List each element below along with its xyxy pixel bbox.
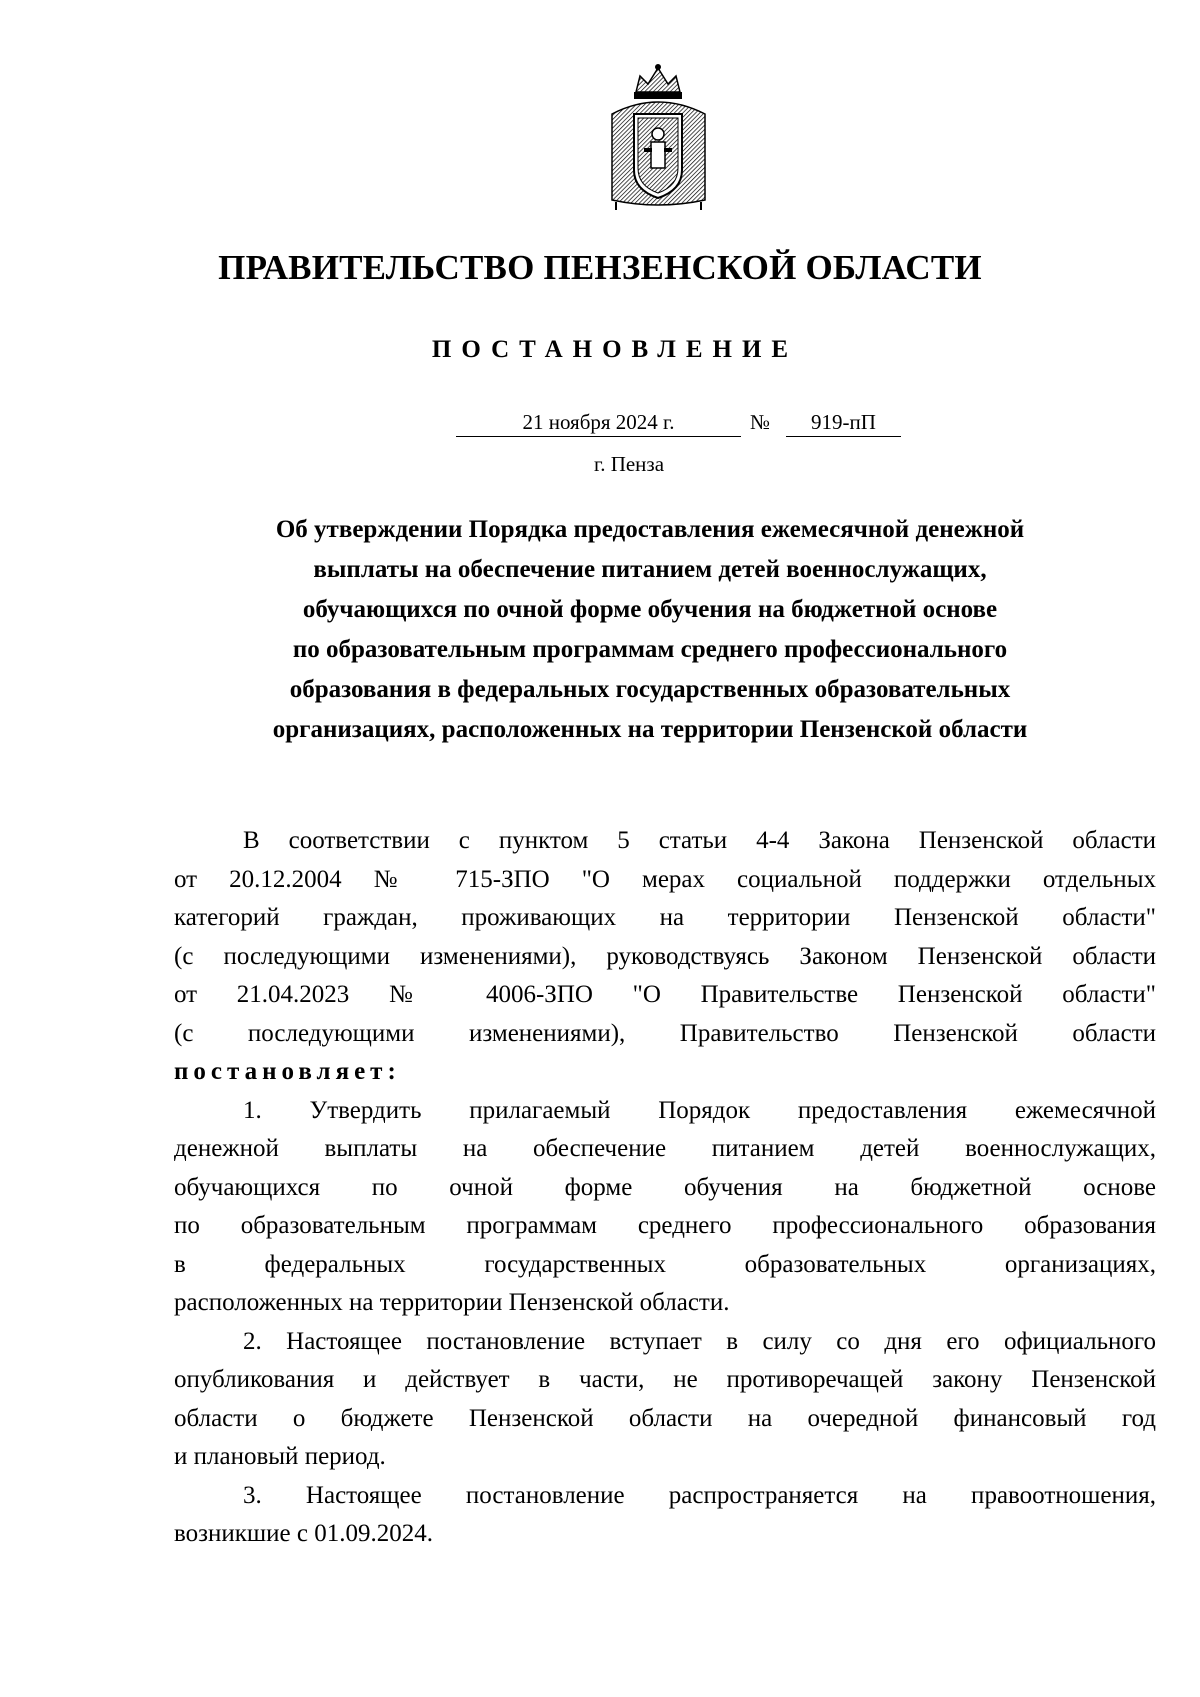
- text-line: в федеральных государственных образовательных организациях,: [174, 1250, 1156, 1278]
- text-line: возникшие с 01.09.2024.: [174, 1520, 433, 1547]
- text-line: 1. Утвердить прилагаемый Порядок предоставления ежемесячной: [243, 1096, 1156, 1124]
- title-line: образования в федеральных государственных образовательных: [289, 676, 1011, 703]
- text-line: по образовательным программам среднего профессионального образования: [174, 1212, 1156, 1239]
- text-line: денежной выплаты на обеспечение питанием детей военнослужащих,: [174, 1135, 1156, 1162]
- text-line: обучающихся по очной форме обучения на бюджетной основе: [174, 1173, 1156, 1201]
- text-line: области о бюджете Пензенской области на очередной финансовый год: [174, 1404, 1156, 1432]
- organization-name: ПРАВИТЕЛЬСТВО ПЕНЗЕНСКОЙ ОБЛАСТИ: [218, 248, 982, 287]
- text-line: (с последующими изменениями), руководствуясь Законом Пензенской области: [174, 942, 1156, 970]
- title-line: по образовательным программам среднего профессионального: [292, 636, 1008, 663]
- coat-of-arms-icon: [606, 62, 711, 212]
- document-body: [174, 822, 1156, 1554]
- document-date: 21 ноября 2024 г.: [456, 408, 741, 437]
- text-line: опубликования и действует в части, не противоречащей закону Пензенской: [174, 1366, 1156, 1393]
- document-number: 919-пП: [786, 408, 901, 437]
- title-line: организациях, расположенных на территории Пензенской области: [272, 716, 1028, 743]
- title-line: обучающихся по очной форме обучения на бюджетной основе: [302, 596, 998, 623]
- text-line: 3. Настоящее постановление распространяется на правоотношения,: [243, 1481, 1156, 1509]
- text-line: В соответствии с пунктом 5 статьи 4-4 Закона Пензенской области: [243, 827, 1156, 854]
- resolves-keyword: постановляет:: [174, 1058, 401, 1085]
- preamble-paragraph: [174, 822, 1156, 1092]
- item-1-paragraph: [174, 1092, 1156, 1323]
- text-line: от 20.12.2004 № 715-ЗПО "О мерах социальной поддержки отдельных: [174, 865, 1156, 893]
- document-type: ПОСТАНОВЛЕНИЕ: [431, 336, 799, 363]
- number-sign: №: [750, 410, 771, 434]
- text-line: категорий граждан, проживающих на территории Пензенской области": [174, 904, 1156, 931]
- document-title: [200, 510, 1100, 750]
- text-line: и плановый период.: [174, 1443, 386, 1470]
- document-city: г. Пенза: [593, 452, 665, 476]
- title-line: выплаты на обеспечение питанием детей военнослужащих,: [313, 556, 987, 583]
- title-line: Об утверждении Порядка предоставления ежемесячной денежной: [275, 516, 1025, 543]
- text-line: 2. Настоящее постановление вступает в силу со дня его официального: [243, 1327, 1156, 1355]
- text-line: (с последующими изменениями), Правительство Пензенской области: [174, 1019, 1156, 1047]
- item-3-paragraph: [174, 1477, 1156, 1554]
- item-2-paragraph: [174, 1323, 1156, 1477]
- text-line: от 21.04.2023 № 4006-ЗПО "О Правительстве Пензенской области": [174, 981, 1156, 1008]
- text-line: расположенных на территории Пензенской области.: [174, 1289, 730, 1316]
